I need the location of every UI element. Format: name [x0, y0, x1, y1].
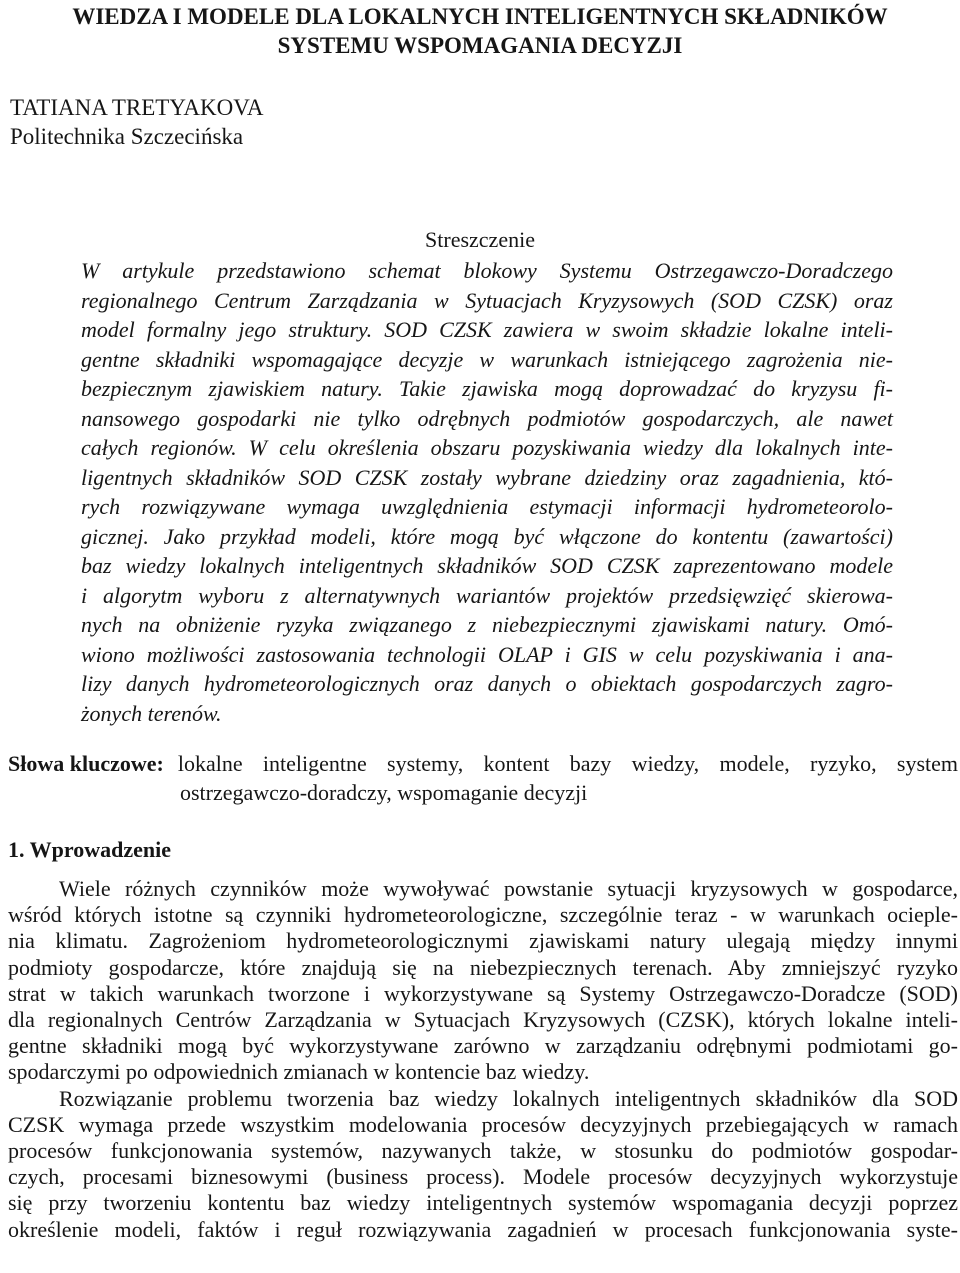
abstract-line: nych na obniżenie ryzyka związanego z niebezpiecznymi zjawiskami natury. Omó-	[81, 612, 893, 637]
body-line: określenie modeli, faktów i reguł rozwiązywania zagadnień w procesach funkcjonowania syste-	[8, 1216, 958, 1242]
body-line: się przy tworzeniu kontentu baz wiedzy inteligentnych systemów wspomagania decyzji poprzez	[8, 1190, 958, 1216]
keywords-label: Słowa kluczowe:	[8, 751, 164, 776]
body-line: dla regionalnych Centrów Zarządzania w Sytuacjach Kryzysowych (CZSK), których lokalne inteli-	[8, 1007, 958, 1033]
body-line: podmioty gospodarcze, które znajdują się na niebezpiecznych terenach. Aby zmniejszyć ryzyko	[8, 954, 958, 980]
body-line: Rozwiązanie problemu tworzenia baz wiedzy lokalnych inteligentnych składników dla SOD	[59, 1085, 958, 1111]
body-line: Wiele różnych czynników może wywoływać powstanie sytuacji kryzysowych w gospodarce,	[59, 876, 958, 901]
abstract-line: baz wiedzy lokalnych inteligentnych składników SOD CZSK zaprezentowano modele	[81, 553, 893, 578]
abstract-line: model formalny jego struktury. SOD CZSK zawiera w swoim składzie lokalne inteli-	[81, 317, 893, 342]
abstract-line: ligentnych składników SOD CZSK zostały wybrane dziedziny oraz zagadnienia, któ-	[81, 464, 893, 490]
body-line: wśród których istotne są czynniki hydrometeorologiczne, szczególnie teraz - w warunkach ocieple-	[8, 902, 958, 928]
abstract-line: i algorytm wyboru z alternatywnych wariantów projektów przedsięwzięć skierowa-	[81, 582, 893, 608]
body-line: nia klimatu. Zagrożeniom hydrometeorologicznymi zjawiskami natury ulegają między innymi	[8, 928, 958, 954]
section-heading: 1. Wprowadzenie	[8, 837, 171, 862]
body-line: spodarczymi po odpowiednich zmianach w kontencie baz wiedzy.	[8, 1059, 590, 1085]
body-line: gentne składniki mogą być wykorzystywane zarówno w zarządzaniu odrębnymi podmiotami go-	[8, 1033, 958, 1059]
abstract-line: nansowego gospodarki nie tylko odrębnych podmiotów gospodarczych, ale nawet	[81, 405, 893, 431]
body-line: CZSK wymaga przede wszystkim modelowania procesów decyzyjnych przebiegających w ramach	[8, 1111, 958, 1137]
title-line-2: SYSTEMU WSPOMAGANIA DECYZJI	[277, 33, 683, 58]
body-line: strat w takich warunkach tworzone i wykorzystywane są Systemy Ostrzegawczo-Doradcze (SOD)	[8, 980, 958, 1006]
abstract-line: wiono możliwości zastosowania technologii OLAP i GIS w celu pozyskiwania i ana-	[81, 641, 893, 667]
abstract-line: lizy danych hydrometeorologicznych oraz danych o obiektach gospodarczych zagro-	[81, 671, 893, 696]
paper-title	[0, 2, 960, 60]
abstract-line: żonych terenów.	[81, 700, 222, 726]
body-line: czych, procesami biznesowymi (business process). Modele procesów decyzyjnych wykorzystuje	[8, 1164, 958, 1190]
abstract-line: gentne składniki wspomagające decyzje w warunkach istniejącego zagrożenia nie-	[81, 346, 893, 372]
keywords-line-2: ostrzegawczo-doradczy, wspomaganie decyzji	[180, 780, 588, 805]
abstract-line: regionalnego Centrum Zarządzania w Sytuacjach Kryzysowych (SOD CZSK) oraz	[81, 287, 893, 313]
author-block	[10, 93, 264, 151]
author-affiliation: Politechnika Szczecińska	[10, 124, 244, 149]
abstract-heading: Streszczenie	[425, 227, 535, 252]
abstract-line: W artykule przedstawiono schemat blokowy Systemu Ostrzegawczo-Doradczego	[81, 258, 893, 283]
abstract-text	[81, 256, 893, 728]
title-line-1: WIEDZA I MODELE DLA LOKALNYCH INTELIGENTNYCH SKŁADNIKÓW	[72, 4, 888, 29]
abstract-line: gicznej. Jako przykład modeli, które mogą być włączone do kontentu (zawartości)	[81, 523, 893, 549]
abstract-line: bezpiecznym zjawiskiem natury. Takie zjawiska mogą doprowadzać do kryzysu fi-	[81, 376, 893, 401]
keywords-line-1: lokalne inteligentne systemy, kontent bazy wiedzy, modele, ryzyko, system	[177, 751, 958, 776]
author-name: TATIANA TRETYAKOVA	[10, 95, 264, 120]
keywords-block	[8, 749, 958, 807]
abstract-line: rych rozwiązywane wymaga uwzględnienia estymacji informacji hydrometeorolo-	[81, 494, 893, 519]
abstract-line: całych regionów. W celu określenia obszaru pozyskiwania wiedzy dla lokalnych inte-	[81, 435, 893, 460]
body-line: procesów funkcjonowania systemów, nazywanych także, w stosunku do podmiotów gospodar-	[8, 1138, 958, 1164]
body-text	[8, 876, 958, 1243]
